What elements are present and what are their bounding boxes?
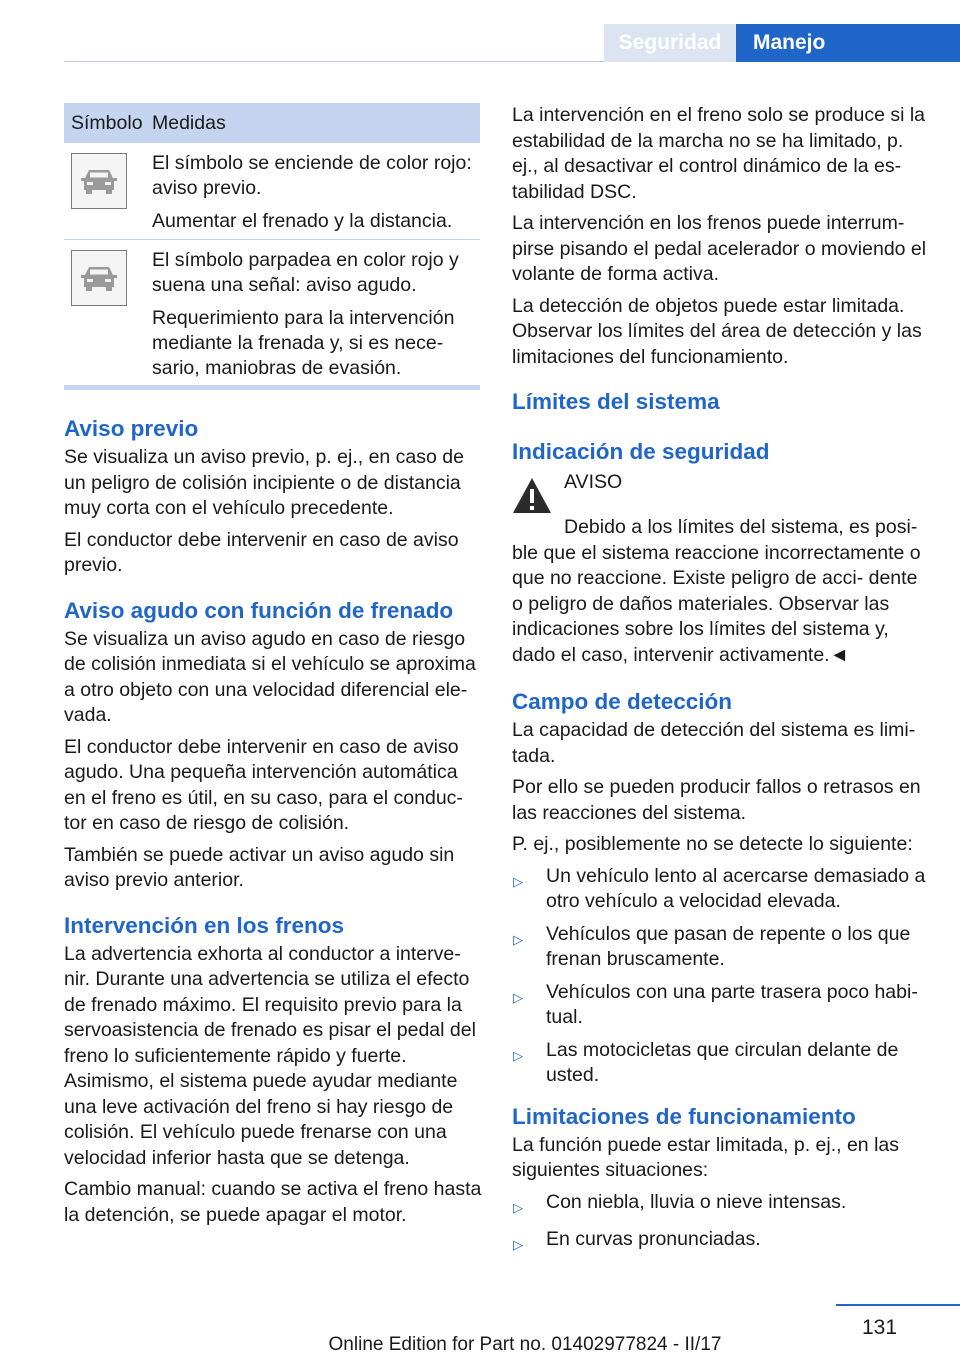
heading-limitaciones: Limitaciones de funcionamiento — [512, 1103, 856, 1129]
page-number-rule — [836, 1304, 960, 1306]
paragraph: La intervención en el freno solo se produce si la estabilidad de la marcha no se ha limitado, p. ej., al desactivar el control dinámico de la es‐ tabilidad DSC. — [512, 104, 926, 203]
paragraph: También se puede activar un aviso agudo sin aviso previo anterior. — [64, 843, 455, 891]
measure-line: Aumentar el frenado y la distancia. — [152, 210, 453, 232]
measure-line: El símbolo parpadea en color rojo y suena una señal: aviso agudo. — [152, 249, 459, 296]
warning-header — [564, 470, 930, 516]
paragraph: La función puede estar limitada, p. ej., en las siguientes situaciones: — [512, 1133, 899, 1181]
paragraph: Cambio manual: cuando se activa el freno hasta la detención, se puede apagar el motor. — [64, 1178, 482, 1226]
paragraph: Se visualiza un aviso previo, p. ej., en caso de un peligro de colisión incipiente o de distancia muy corta con el vehículo precedente. — [64, 446, 464, 519]
table-header — [64, 103, 480, 143]
paragraph: La detección de objetos puede estar limitada. Observar los límites del área de detección y las limitaciones del funcionamiento. — [512, 294, 922, 368]
car-front-icon — [71, 250, 127, 306]
table-cell-measures — [152, 240, 480, 385]
list-item-text: Un vehículo lento al acercarse demasiado a otro vehículo a velocidad elevada. — [546, 864, 926, 912]
list-item-text: En curvas pronunciadas. — [546, 1228, 761, 1250]
paragraph: Por ello se pueden producir fallos o retrasos en las reacciones del sistema. — [512, 776, 921, 824]
bullet-triangle-icon: ▷ — [513, 1199, 523, 1215]
list-item — [512, 1190, 930, 1221]
table-header-symbol: Símbolo — [71, 111, 143, 134]
bullet-triangle-icon: ▷ — [513, 1237, 523, 1252]
list-item — [512, 980, 930, 1031]
heading-campo-deteccion: Campo de detección — [512, 689, 733, 714]
list-item-text: Vehículos con una parte trasera poco habi‐ tual. — [546, 980, 918, 1028]
table-row — [64, 143, 480, 240]
page-number: 131 — [862, 1316, 898, 1339]
paragraph: La advertencia exhorta al conductor a interve‐ nir. Durante una advertencia se utiliza el efecto de frenado máximo. El requisito previo para la servoasistencia de frenado es pisar el pedal del freno lo suficientemente rápido y fuerte. Asimismo, el sistema puede ayudar mediante una leve activación del freno si hay riesgo de colisión. El vehículo puede frenarse con una velocidad inferior hasta que se detenga. — [64, 942, 476, 1169]
list-item-text: Las motocicletas que circulan delante de usted. — [546, 1038, 899, 1086]
car-front-icon — [71, 153, 127, 209]
detection-list — [512, 864, 930, 1089]
heading-intervencion: Intervención en los frenos — [64, 912, 345, 938]
paragraph: La intervención en los frenos puede interrum‐ pirse pisando el pedal acelerador o moviendo el volante de forma activa. — [512, 212, 927, 285]
table-cell-symbol — [64, 240, 152, 385]
paragraph: El conductor debe intervenir en caso de aviso previo. — [64, 528, 459, 576]
heading-limites-sistema: Límites del sistema — [512, 389, 720, 414]
bullet-triangle-icon: ▷ — [513, 873, 523, 889]
edition-footer: Online Edition for Part no. 01402977824 - II/17 — [328, 1334, 722, 1355]
left-column — [64, 415, 482, 1234]
paragraph: P. ej., posiblemente no se detecte lo siguiente: — [512, 833, 913, 855]
warning-label: AVISO — [564, 471, 623, 493]
heading-indicacion-seguridad: Indicación de seguridad — [512, 439, 770, 464]
tab-manejo[interactable]: Manejo — [736, 24, 960, 62]
symbol-table — [64, 103, 480, 390]
bullet-triangle-icon: ▷ — [513, 989, 523, 1005]
list-item-text: Vehículos que pasan de repente o los que frenan bruscamente. — [546, 922, 911, 970]
list-item — [512, 1038, 930, 1089]
heading-aviso-agudo: Aviso agudo con función de frenado — [64, 597, 454, 623]
table-cell-measures — [152, 143, 480, 239]
paragraph: El conductor debe intervenir en caso de aviso agudo. Una pequeña intervención automática en el freno es útil, en su caso, para el conduc‐ tor en caso de riesgo de colisión. — [64, 735, 463, 834]
warning-text: Debido a los límites del sistema, es posi‐ ble que el sistema reaccione incorrectamente o que no reaccione. Existe peligro de acci‐ dente o peligro de daños materiales. Observar las indicaciones sobre los límites del sistema y, dado el caso, intervenir activamente.◄ — [512, 516, 921, 666]
warning-block — [512, 470, 930, 516]
table-row — [64, 240, 480, 386]
bullet-triangle-icon: ▷ — [513, 1047, 523, 1063]
list-item — [512, 864, 930, 915]
bullet-triangle-icon: ▷ — [513, 931, 523, 947]
heading-aviso-previo: Aviso previo — [64, 416, 199, 441]
right-column — [512, 103, 930, 1265]
list-item — [512, 922, 930, 973]
paragraph: Se visualiza un aviso agudo en caso de riesgo de colisión inmediata si el vehículo se aproxima a otro objeto con una velocidad diferencial ele‐ vada. — [64, 627, 476, 726]
list-item-text: Con niebla, lluvia o nieve intensas. — [546, 1190, 847, 1213]
header-rule — [64, 61, 604, 62]
paragraph: La capacidad de detección del sistema es limi‐ tada. — [512, 719, 916, 767]
measure-line: El símbolo se enciende de color rojo: aviso previo. — [152, 152, 472, 199]
table-cell-symbol — [64, 143, 152, 239]
list-item — [512, 1227, 930, 1258]
limitations-list — [512, 1190, 930, 1258]
warning-triangle-icon — [512, 476, 552, 516]
table-end-rule — [64, 386, 480, 390]
table-header-measures: Medidas — [152, 111, 226, 134]
tab-seguridad[interactable]: Seguridad — [604, 24, 736, 62]
measure-line: Requerimiento para la intervención mediante la frenada y, si es nece‐ sario, maniobras de evasión. — [152, 307, 455, 379]
